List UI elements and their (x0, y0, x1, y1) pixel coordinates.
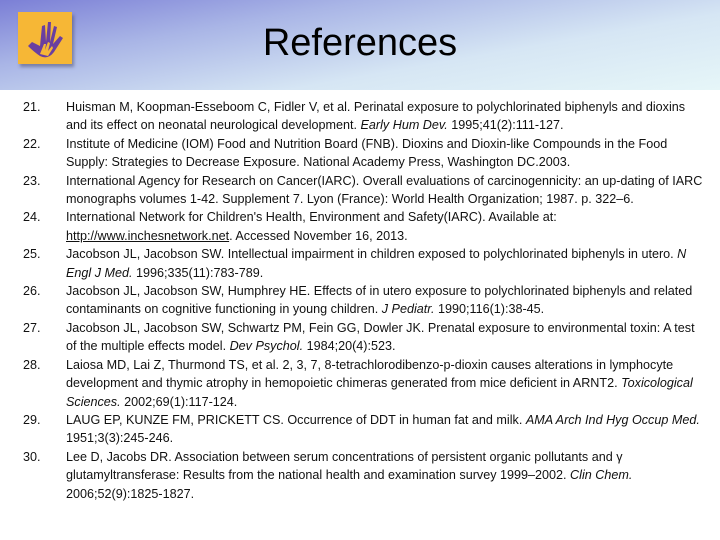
reference-body: Laiosa MD, Lai Z, Thurmond TS, et al. 2, 3, 7, 8-tetrachlorodibenzo-p-dioxin causes alterations in lymphocyte development and thymic atrophy in hemopoietic chimeras generated from mice deficient in ARNT2. (66, 357, 674, 391)
journal-name: N Engl J Med. (66, 247, 687, 280)
reference-number: 25. (23, 247, 41, 262)
reference-number: 30. (23, 449, 41, 464)
reference-item (0, 282, 720, 319)
reference-number: 29. (23, 412, 41, 427)
reference-text (66, 172, 706, 209)
reference-item (0, 172, 720, 209)
reference-item (0, 245, 720, 282)
reference-citation: 1951;3(3):245-246. (66, 431, 174, 446)
reference-text (66, 245, 706, 282)
reference-number: 27. (23, 320, 41, 335)
slide-header (0, 0, 720, 90)
reference-text (66, 356, 706, 411)
journal-name: AMA Arch Ind Hyg Occup Med. (525, 412, 700, 427)
reference-body: Institute of Medicine (IOM) Food and Nutrition Board (FNB). Dioxins and Dioxin-like Compounds in the Food Supply: Strategies to Decrease Exposure. National Academy Press, Washington DC.2003. (66, 136, 668, 170)
reference-text (66, 448, 706, 503)
reference-text (66, 411, 706, 448)
reference-body: Jacobson JL, Jacobson SW, Humphrey HE. Effects of in utero exposure to polychlorinated biphenyls and related contaminants on cognitive functioning in young children. (66, 284, 693, 317)
reference-number: 28. (23, 357, 41, 372)
reference-item (0, 448, 720, 503)
journal-name: Toxicological Sciences. (66, 376, 693, 409)
reference-item (0, 356, 720, 411)
journal-name: Clin Chem. (570, 468, 633, 483)
reference-item (0, 319, 720, 356)
reference-citation: 1995;41(2):111-127. (447, 118, 564, 133)
page-title: References (262, 22, 458, 64)
reference-number: 23. (23, 173, 41, 188)
reference-citation: 1984;20(4):523. (303, 339, 396, 354)
reference-body: International Network for Children's Health, Environment and Safety(IARC). Available at: (66, 210, 557, 225)
reference-body: International Agency for Research on Cancer(IARC). Overall evaluations of carcinogennicity: an up-dating of IARC monographs volumes 1-42. Supplement 7. Lyon (France): World Health Organization; 1987. p. 322–6. (66, 173, 703, 207)
reference-text (66, 98, 706, 135)
reference-body: Huisman M, Koopman-Esseboom C, Fidler V, et al. Perinatal exposure to polychlorinated biphenyls and dioxins and its effect on neonatal neurological development. (66, 100, 686, 133)
journal-name: J Pediatr. (381, 302, 435, 317)
reference-number: 26. (23, 284, 41, 299)
reference-item (0, 411, 720, 448)
reference-list (0, 98, 720, 503)
reference-text (66, 208, 706, 245)
reference-number: 22. (23, 136, 41, 151)
journal-name: Dev Psychol. (229, 339, 304, 354)
reference-item (0, 98, 720, 135)
reference-citation: 1996;335(11):783-789. (132, 265, 264, 280)
reference-body: Lee D, Jacobs DR. Association between serum concentrations of persistent organic pollutants and γ glutamyltransferase: Results from the national health and examination survey 1999–2002. (66, 449, 623, 483)
reference-body: Jacobson JL, Jacobson SW, Schwartz PM, Fein GG, Dowler JK. Prenatal exposure to environmental toxin: A test of the multiple effects model. (66, 320, 695, 354)
reference-text (66, 135, 706, 172)
reference-number: 21. (23, 100, 41, 114)
reference-text (66, 319, 706, 356)
reference-body: LAUG EP, KUNZE FM, PRICKETT CS. Occurrence of DDT in human fat and milk. (66, 412, 526, 427)
reference-citation: 2006;52(9):1825-1827. (66, 486, 195, 501)
reference-link[interactable]: http://www.inchesnetwork.net (66, 228, 230, 243)
reference-body: Jacobson JL, Jacobson SW. Intellectual impairment in children exposed to polychlorinated biphenyls in utero. (66, 247, 678, 262)
reference-citation: . Accessed November 16, 2013. (229, 228, 408, 243)
reference-item (0, 135, 720, 172)
reference-number: 24. (23, 210, 41, 225)
reference-citation: 2002;69(1):117-124. (120, 394, 238, 409)
journal-name: Early Hum Dev. (360, 118, 448, 133)
reference-citation: 1990;116(1):38-45. (434, 302, 545, 317)
reference-text (66, 282, 706, 319)
reference-item (0, 208, 720, 245)
